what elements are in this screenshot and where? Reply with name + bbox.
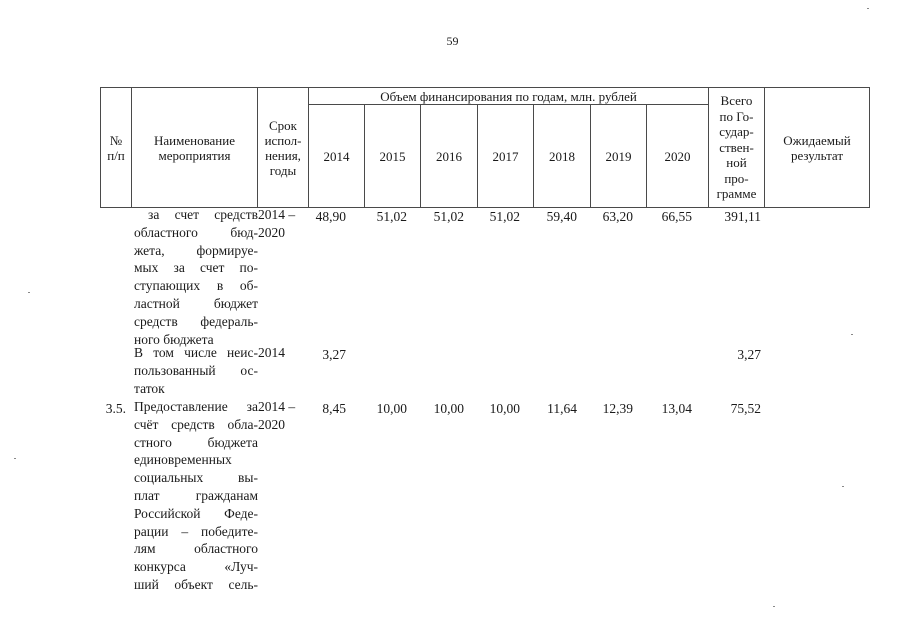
row-name-line: Российской Феде- <box>134 505 258 521</box>
row-name-line: жета, формируе- <box>134 242 258 258</box>
scan-speck <box>842 486 844 487</box>
header-year: 2016 <box>436 148 462 164</box>
row-name-line: единовременных <box>134 452 232 468</box>
row-name <box>134 398 258 594</box>
header-name: Наименование мероприятия <box>154 132 235 163</box>
row-name-line: ший объект сель- <box>134 576 258 592</box>
header-year: 2017 <box>492 148 519 164</box>
row-name-line: лям областного <box>134 541 258 557</box>
row-name-line: ступающих в об- <box>134 278 258 294</box>
row-term-line: 2020 <box>258 224 285 240</box>
value-total: 3,27 <box>737 347 761 362</box>
row-name-line: стного бюджета <box>134 434 258 450</box>
row-name-line: В том числе неис- <box>134 345 258 360</box>
header-year: 2018 <box>549 148 575 164</box>
row-term-line: 2014 – <box>258 207 296 222</box>
scan-speck <box>867 8 869 9</box>
header-total: Всего по Го-судар-ствен-ной про-грамме <box>716 93 757 202</box>
row-name-line: за счет средств <box>148 207 258 222</box>
header-year: 2014 <box>323 148 350 164</box>
row-number: 3.5. <box>105 401 126 416</box>
header-year: 2019 <box>605 148 632 164</box>
value-2014: 8,45 <box>322 401 346 416</box>
row-term <box>258 206 308 242</box>
value-2020: 66,55 <box>661 209 692 224</box>
row-name-line: Предоставление за <box>134 399 258 414</box>
value-2014: 48,90 <box>315 209 346 224</box>
row-name-line: мых за счет по- <box>134 260 258 276</box>
scan-speck <box>14 458 16 459</box>
row-name <box>134 206 258 348</box>
scan-speck <box>773 606 775 607</box>
value-2016: 10,00 <box>433 401 464 416</box>
value-2019: 12,39 <box>602 401 633 416</box>
value-2020: 13,04 <box>661 401 692 416</box>
header-year: 2015 <box>379 148 406 164</box>
value-2017: 51,02 <box>489 209 520 224</box>
value-2015: 10,00 <box>376 401 407 416</box>
value-2015: 51,02 <box>376 209 407 224</box>
row-name-line: ластной бюджет <box>134 295 258 311</box>
value-total: 75,52 <box>730 401 761 416</box>
row-name-line: средств федераль- <box>134 313 258 329</box>
row-name-line: ного бюджета <box>134 331 214 347</box>
row-term-line: 2020 <box>258 416 285 432</box>
header-num: № п/п <box>107 132 125 163</box>
row-name-line: рации – победите- <box>134 523 258 539</box>
value-total: 391,11 <box>724 209 761 224</box>
header-funding-group: Объем финансирования по годам, млн. рублей <box>380 88 637 104</box>
value-2014: 3,27 <box>322 347 346 362</box>
row-term <box>258 344 308 362</box>
row-term <box>258 398 308 434</box>
row-name-line: конкурса «Луч- <box>134 559 258 575</box>
row-term-line: 2014 – <box>258 399 296 414</box>
value-2018: 59,40 <box>546 209 577 224</box>
scan-speck <box>851 334 853 335</box>
row-name-line: плат гражданам <box>134 487 258 503</box>
row-name-line: социальных вы- <box>134 470 258 486</box>
scan-speck <box>28 292 30 293</box>
row-name-line: областного бюд- <box>134 224 258 240</box>
value-2019: 63,20 <box>602 209 633 224</box>
row-name-line: таток <box>134 380 165 396</box>
value-2018: 11,64 <box>547 401 577 416</box>
row-name <box>134 344 258 397</box>
header-result: Ожидаемый результат <box>783 132 851 163</box>
page-number: 59 <box>446 34 459 48</box>
row-term-line: 2014 <box>258 345 285 360</box>
header-year: 2020 <box>664 148 691 164</box>
row-name-line: счёт средств обла- <box>134 416 258 432</box>
row-name-line: пользованный ос- <box>134 362 258 378</box>
value-2017: 10,00 <box>489 401 520 416</box>
header-term: Срок испол-нения, годы <box>264 117 302 178</box>
value-2016: 51,02 <box>433 209 464 224</box>
